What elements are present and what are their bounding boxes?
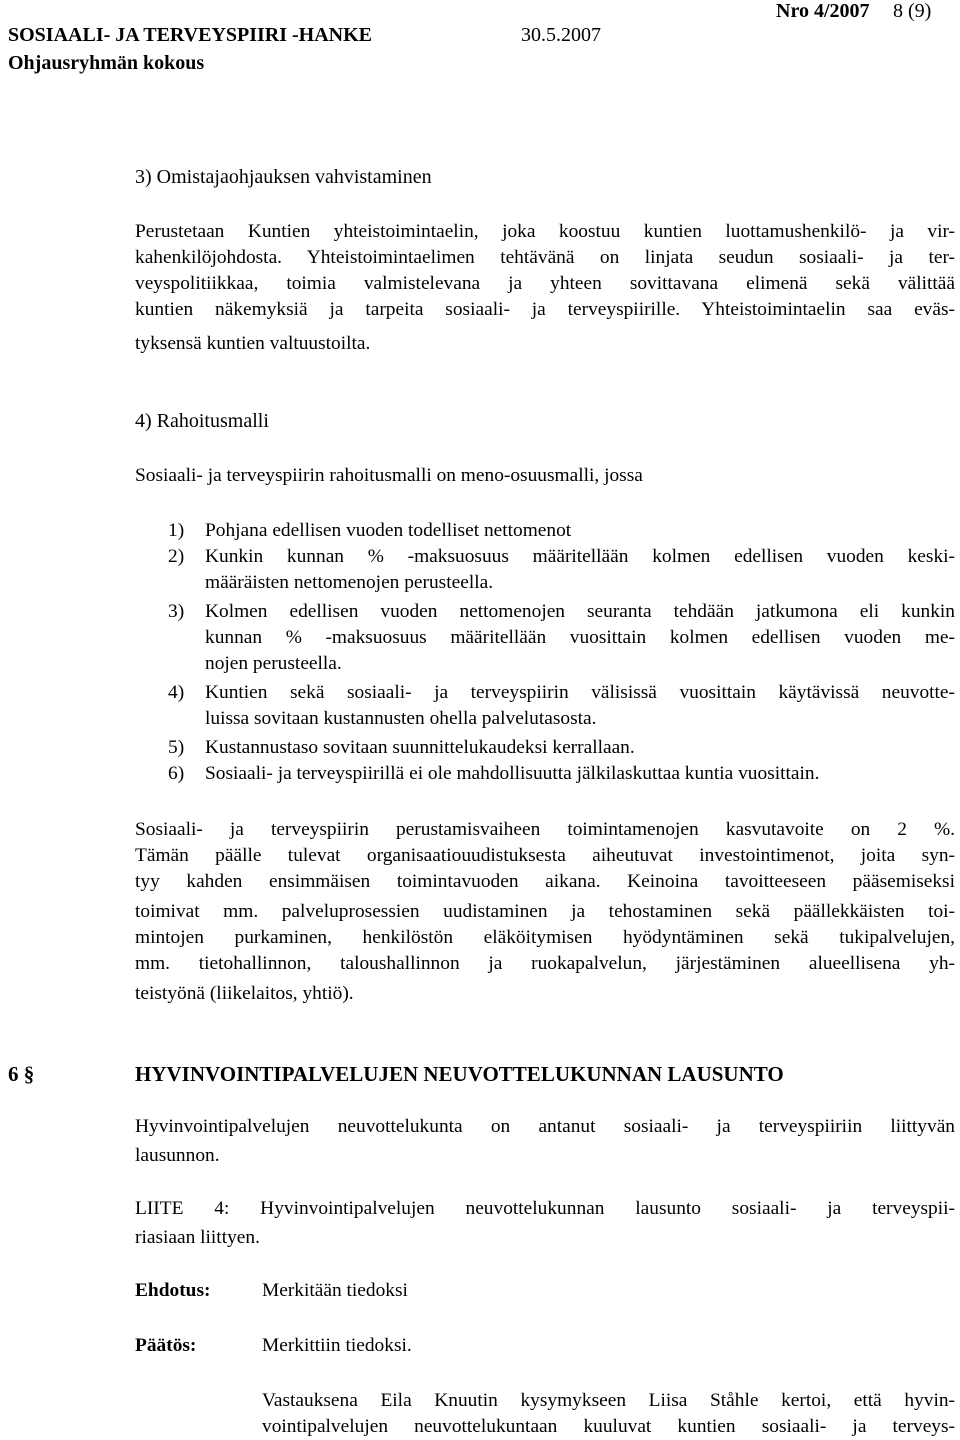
decision-extra-line: vointipalvelujen neuvottelukuntaan kuuluvat kuntien sosiaali- ja terveys- bbox=[262, 1416, 955, 1437]
section3-line: veyspolitiikkaa, toimia valmistelevana ja yhteen sovittavana elimenä sekä välittää bbox=[135, 273, 955, 294]
list-item-number: 1) bbox=[168, 520, 185, 541]
header-org: SOSIAALI- JA TERVEYSPIIRI -HANKE bbox=[8, 24, 373, 46]
list-item-number: 5) bbox=[168, 737, 185, 758]
section6-para2-line: riasiaan liittyen. bbox=[135, 1227, 260, 1248]
decision-extra-line: Vastauksena Eila Knuutin kysymykseen Liisa Ståhle kertoi, että hyvin- bbox=[262, 1390, 955, 1411]
section4-paragraph-line: teistyönä (liikelaitos, yhtiö). bbox=[135, 983, 354, 1004]
section4-intro: Sosiaali- ja terveyspiirin rahoitusmalli on meno-osuusmalli, jossa bbox=[135, 465, 643, 486]
list-item-text: Sosiaali- ja terveyspiirillä ei ole mahdollisuutta jälkilaskuttaa kuntia vuosittain. bbox=[205, 763, 820, 784]
section4-paragraph-line: Sosiaali- ja terveyspiirin perustamisvaiheen toimintamenojen kasvutavoite on 2 %. bbox=[135, 819, 955, 840]
list-item-number: 6) bbox=[168, 763, 185, 784]
decision-text: Merkittiin tiedoksi. bbox=[262, 1335, 412, 1356]
section4-paragraph-line: toimivat mm. palveluprosessien uudistaminen ja tehostaminen sekä päällekkäisten toi- bbox=[135, 901, 955, 922]
section4-heading: 4) Rahoitusmalli bbox=[135, 410, 269, 432]
list-item-text: Kustannustaso sovitaan suunnittelukaudeksi kerrallaan. bbox=[205, 737, 635, 758]
header-page: 8 (9) bbox=[893, 0, 932, 22]
list-item-text: Kunkin kunnan % -maksuosuus määritellään kolmen edellisen vuoden keski- bbox=[205, 546, 955, 567]
section4-paragraph-line: tyy kahden ensimmäisen toimintavuoden aikana. Keinoina tavoitteeseen pääsemiseksi bbox=[135, 871, 955, 892]
list-item-text: kunnan % -maksuosuus määritellään vuosittain kolmen edellisen vuoden me- bbox=[205, 627, 955, 648]
header-number: Nro 4/2007 bbox=[776, 0, 870, 22]
section6-title: HYVINVOINTIPALVELUJEN NEUVOTTELUKUNNAN LAUSUNTO bbox=[135, 1062, 784, 1086]
section3-heading: 3) Omistajaohjauksen vahvistaminen bbox=[135, 166, 432, 188]
list-item-text: Kolmen edellisen vuoden nettomenojen seuranta tehdään jatkumona eli kunkin bbox=[205, 601, 955, 622]
list-item-text: luissa sovitaan kustannusten ohella palvelutasosta. bbox=[205, 708, 597, 729]
list-item-number: 3) bbox=[168, 601, 185, 622]
section6-para1-line: Hyvinvointipalvelujen neuvottelukunta on antanut sosiaali- ja terveyspiiriin liittyvän bbox=[135, 1116, 955, 1137]
list-item-number: 4) bbox=[168, 682, 185, 703]
list-item-text: Kuntien sekä sosiaali- ja terveyspiirin välisissä vuosittain käytävissä neuvotte- bbox=[205, 682, 955, 703]
section3-line: Perustetaan Kuntien yhteistoimintaelin, joka koostuu kuntien luottamushenkilö- ja vir- bbox=[135, 221, 955, 242]
list-item-text: nojen perusteella. bbox=[205, 653, 342, 674]
section3-line: kahenkilöjohdosta. Yhteistoimintaelimen tehtävänä on linjata seudun sosiaali- ja ter- bbox=[135, 247, 955, 268]
section3-line: kuntien näkemyksiä ja tarpeita sosiaali- ja terveyspiirille. Yhteistoimintaelin saa eväs- bbox=[135, 299, 955, 320]
section3-line: tyksensä kuntien valtuustoilta. bbox=[135, 333, 371, 354]
section6-para1-line: lausunnon. bbox=[135, 1145, 220, 1166]
section4-paragraph-line: mintojen purkaminen, henkilöstön eläköitymisen hyödyntäminen sekä tukipalvelujen, bbox=[135, 927, 955, 948]
header-meeting: Ohjausryhmän kokous bbox=[8, 52, 205, 74]
section4-paragraph-line: mm. tietohallinnon, taloushallinnon ja ruokapalvelun, järjestäminen alueellisena yh- bbox=[135, 953, 955, 974]
list-item-text: Pohjana edellisen vuoden todelliset nettomenot bbox=[205, 520, 572, 541]
section6-para2-line: LIITE 4: Hyvinvointipalvelujen neuvottelukunnan lausunto sosiaali- ja terveyspii- bbox=[135, 1198, 955, 1219]
section4-paragraph-line: Tämän päälle tulevat organisaatiouudistuksesta aiheutuvat investointimenot, joita syn- bbox=[135, 845, 955, 866]
section6-number: 6 § bbox=[8, 1062, 35, 1086]
decision-label: Päätös: bbox=[135, 1335, 197, 1356]
list-item-number: 2) bbox=[168, 546, 185, 567]
proposal-text: Merkitään tiedoksi bbox=[262, 1280, 408, 1301]
proposal-label: Ehdotus: bbox=[135, 1280, 211, 1301]
header-date: 30.5.2007 bbox=[521, 24, 601, 46]
list-item-text: määräisten nettomenojen perusteella. bbox=[205, 572, 494, 593]
